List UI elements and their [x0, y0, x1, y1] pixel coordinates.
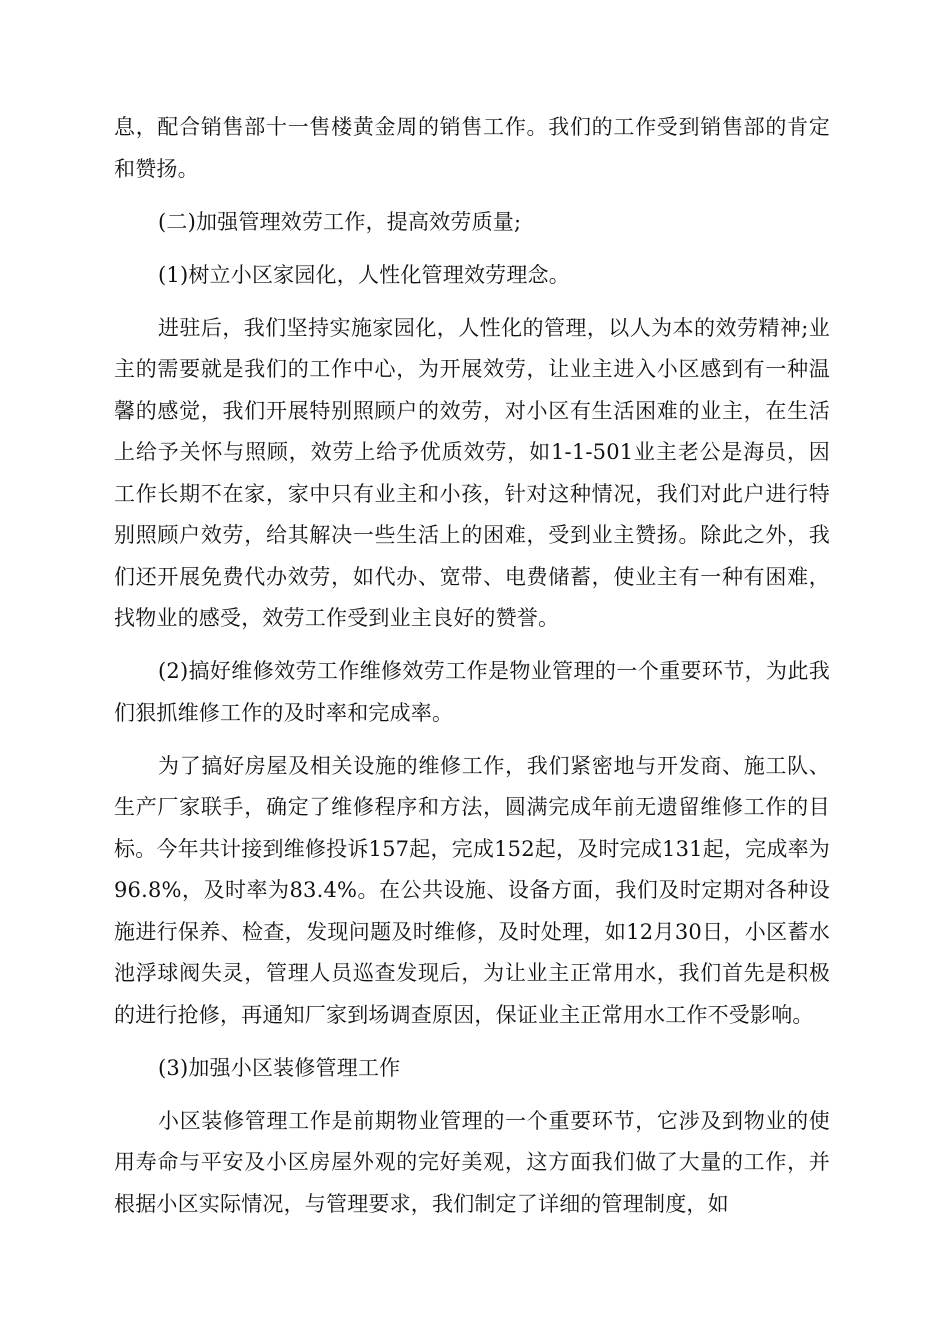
- subsection-heading-1: (1)树立小区家园化，人性化管理效劳理念。: [158, 262, 570, 287]
- paragraph-renovation: 小区装修管理工作是前期物业管理的一个重要环节，它涉及到物业的使用寿命与平安及小区房屋外观的完好美观，这方面我们做了大量的工作，并根据小区实际情况，与管理要求，我们制定了详细的管理制度，如: [114, 1108, 830, 1216]
- document-body: [114, 107, 830, 1237]
- paragraph-maintenance-heading: (2)搞好维修效劳工作维修效劳工作是物业管理的一个重要环节，为此我们狠抓维修工作的及时率和完成率。: [114, 659, 830, 725]
- paragraph-maintenance-detail: 为了搞好房屋及相关设施的维修工作，我们紧密地与开发商、施工队、生产厂家联手，确定了维修程序和方法，圆满完成年前无遗留维修工作的目标。今年共计接到维修投诉157起，完成152起，及时完成131起，完成率为96.8%，及时率为83.4%。在公共设施、设备方面，我们及时定期对各种设施进行保养、检查，发现问题及时维修，及时处理，如12月30日，小区蓄水池浮球阀失灵，管理人员巡查发现后，为让业主正常用水，我们首先是积极的进行抢修，再通知厂家到场调查原因，保证业主正常用水工作不受影响。: [114, 753, 830, 1027]
- subsection-heading-3: (3)加强小区装修管理工作: [158, 1055, 401, 1080]
- paragraph-continuation: 息，配合销售部十一售楼黄金周的销售工作。我们的工作受到销售部的肯定和赞扬。: [114, 115, 830, 181]
- paragraph-home-service: 进驻后，我们坚持实施家园化，人性化的管理，以人为本的效劳精神;业主的需要就是我们的工作中心，为开展效劳，让业主进入小区感到有一种温馨的感觉，我们开展特别照顾户的效劳，对小区有生活困难的业主，在生活上给予关怀与照顾，效劳上给予优质效劳，如1-1-501业主老公是海员，因工作长期不在家，家中只有业主和小孩，针对这种情况，我们对此户进行特别照顾户效劳，给其解决一些生活上的困难，受到业主赞扬。除此之外，我们还开展免费代办效劳，如代办、宽带、电费储蓄，使业主有一种有困难，找物业的感受，效劳工作受到业主良好的赞誉。: [114, 315, 830, 630]
- section-heading-2: (二)加强管理效劳工作，提高效劳质量;: [158, 209, 522, 234]
